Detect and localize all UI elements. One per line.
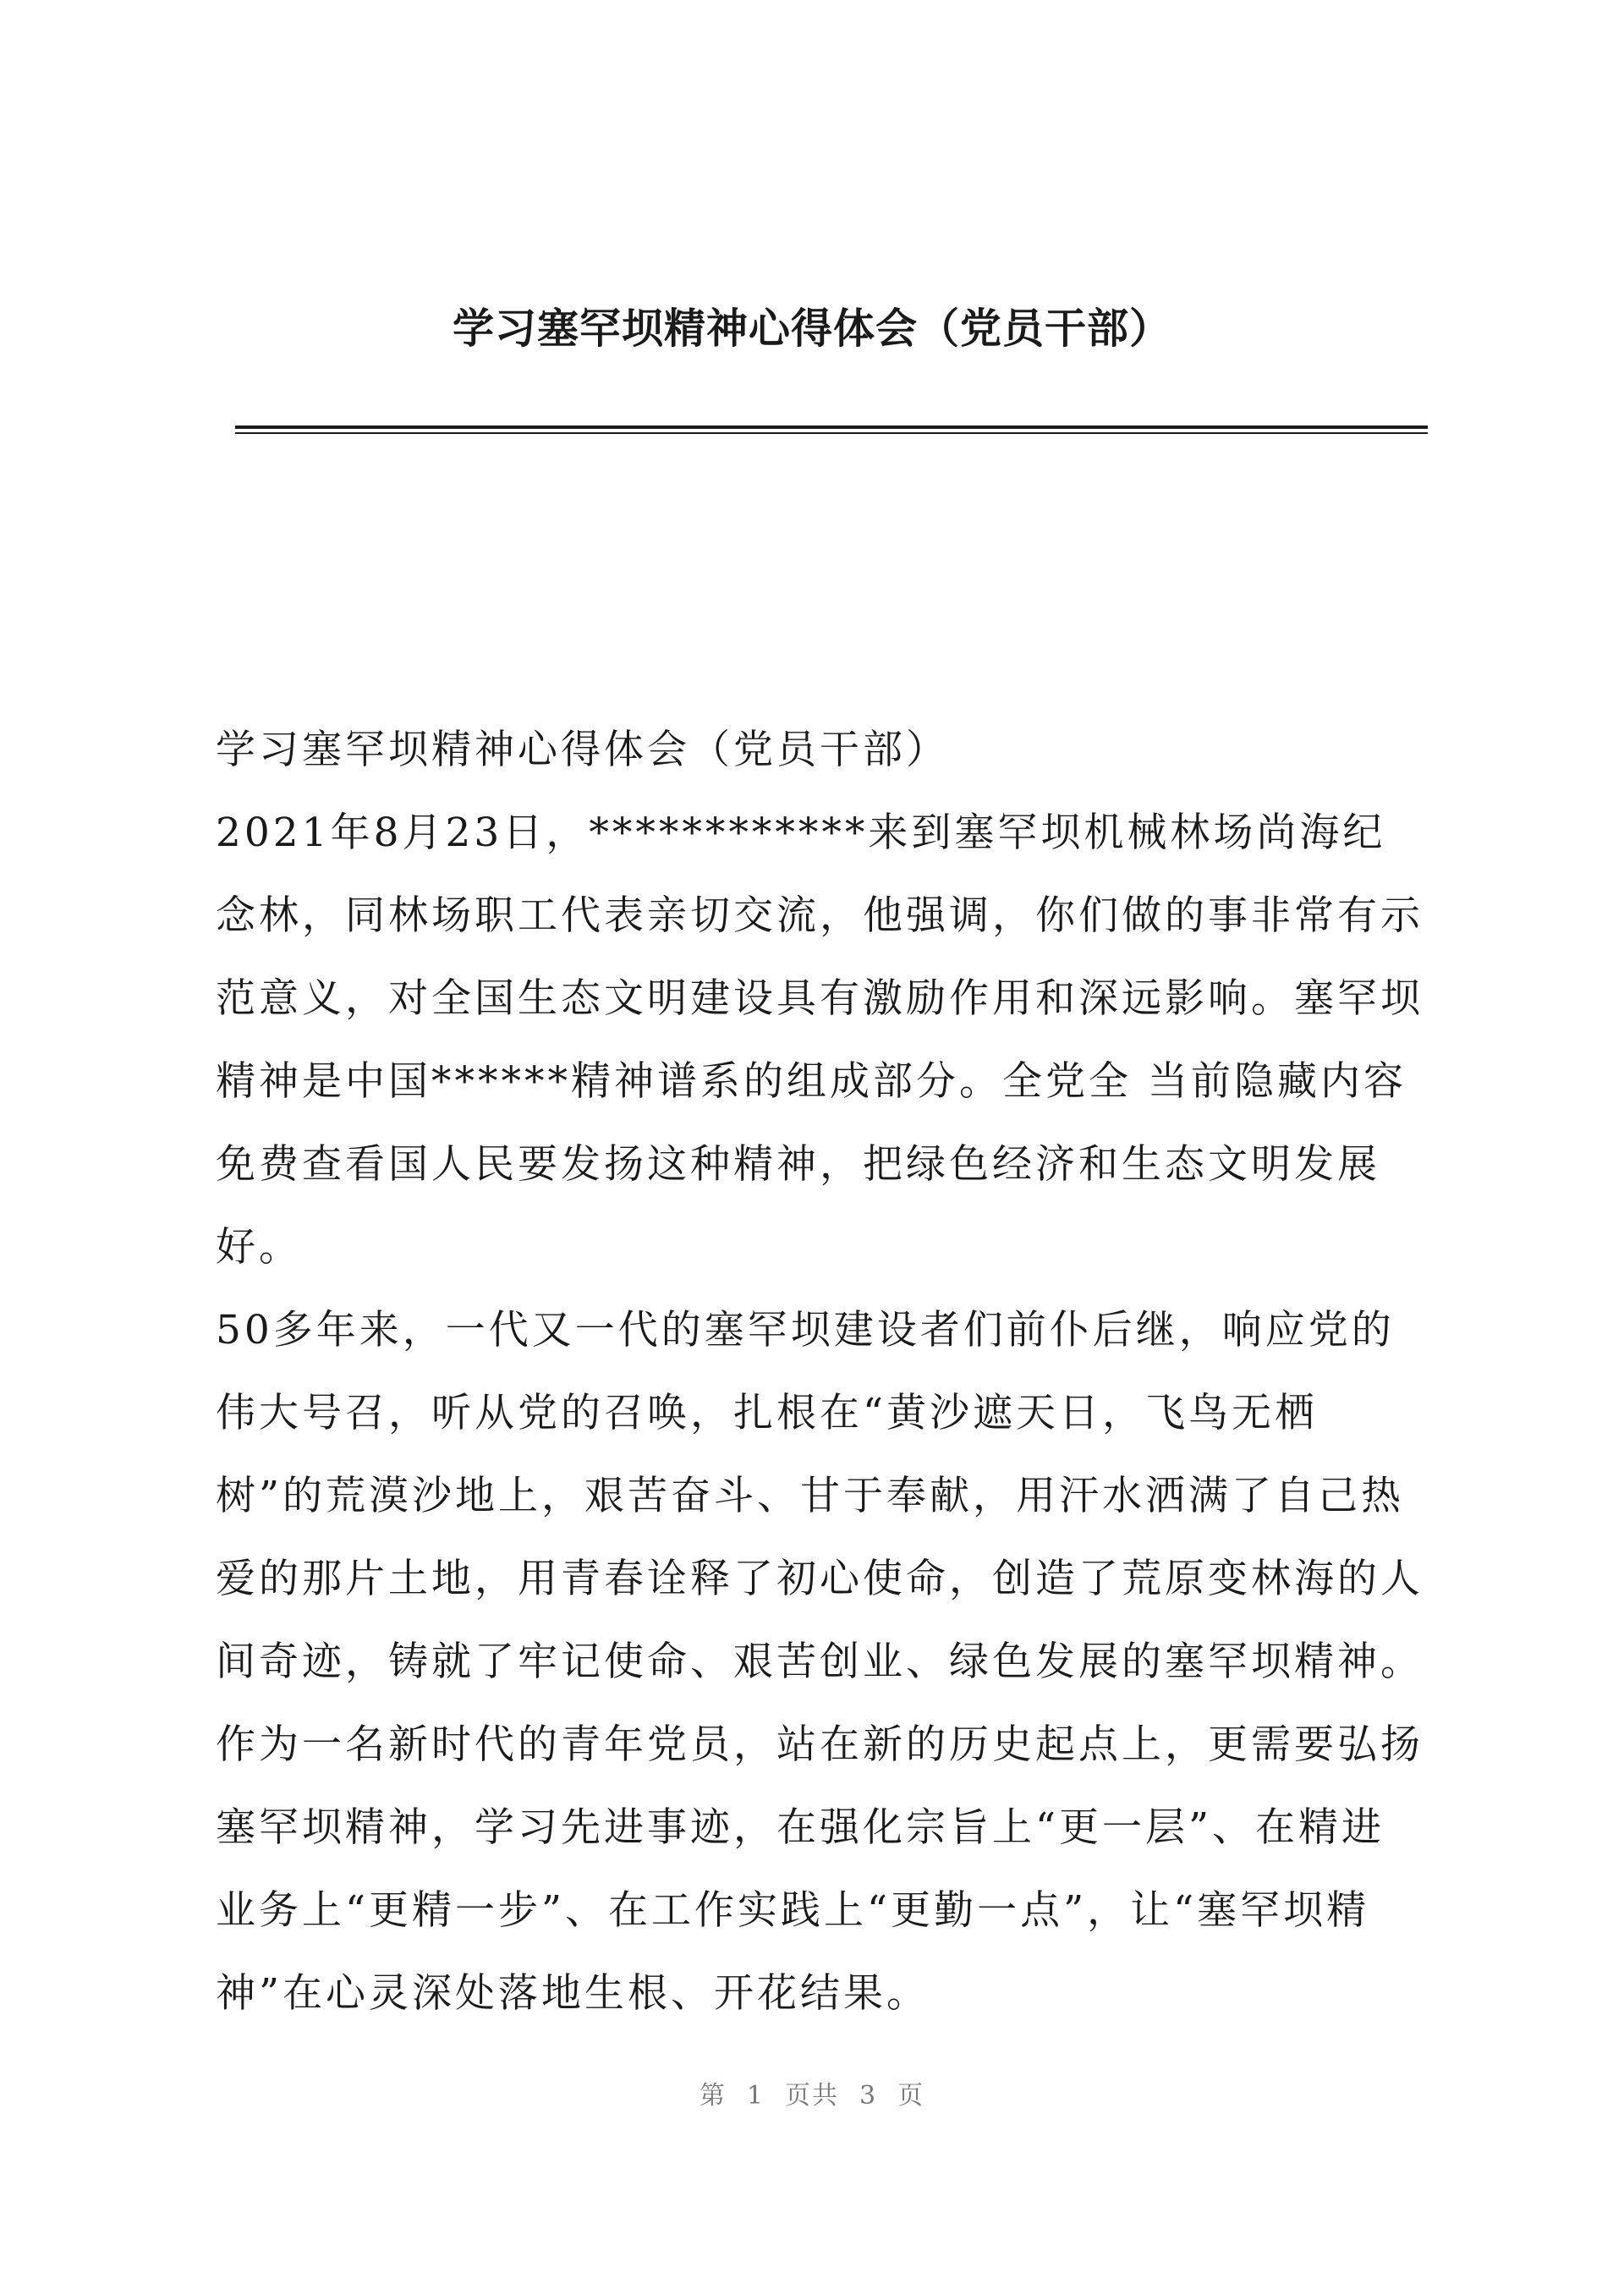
body-paragraph-2: 50多年来，一代又一代的塞罕坝建设者们前仆后继，响应党的伟大号召，听从党的召唤，扎根在“黄沙遮天日，飞鸟无栖树”的荒漠沙地上，艰苦奋斗、甘于奉献，用汗水洒满了自己热爱的那片土地，用青春诠释了初心使命，创造了荒原变林海的人间奇迹，铸就了牢记使命、艰苦创业、绿色发展的塞罕坝精神。 [216,1307,1424,1685]
footer-total-pages: 3 [859,2081,878,2111]
document-body [216,709,1425,2035]
body-paragraph-3: 作为一名新时代的青年党员，站在新的历史起点上，更需要弘扬塞罕坝精神，学习先进事迹，在强化宗旨上“更一层”、在精进业务上“更精一步”、在工作实践上“更勤一点”，让“塞罕坝精神”在心灵深处落地生根、开花结果。 [216,1721,1424,2017]
footer-suffix: 页 [897,2081,925,2111]
page-title: 学习塞罕坝精神心得体会（党员干部） [452,305,1171,353]
title-double-rule [235,426,1428,435]
footer-page-number: 1 [746,2081,765,2111]
body-heading: 学习塞罕坝精神心得体会（党员干部） [216,727,949,773]
title-rule-thick-line [235,426,1428,429]
title-rule-thin-line [235,432,1428,434]
page-footer [0,2074,1624,2111]
body-paragraph-1: 2021年8月23日，************来到塞罕坝机械林场尚海纪念林，同林场职工代表亲切交流，他强调，你们做的事非常有示范意义，对全国生态文明建设具有激励作用和深远影响。塞罕坝精神是中国******精神谱系的组成部分。全党全 当前隐藏内容免费查看国人民要发扬这种精神，把绿色经济和生态文明发展好。 [216,810,1424,1271]
footer-middle: 页共 [785,2081,839,2111]
footer-prefix: 第 [699,2081,727,2111]
